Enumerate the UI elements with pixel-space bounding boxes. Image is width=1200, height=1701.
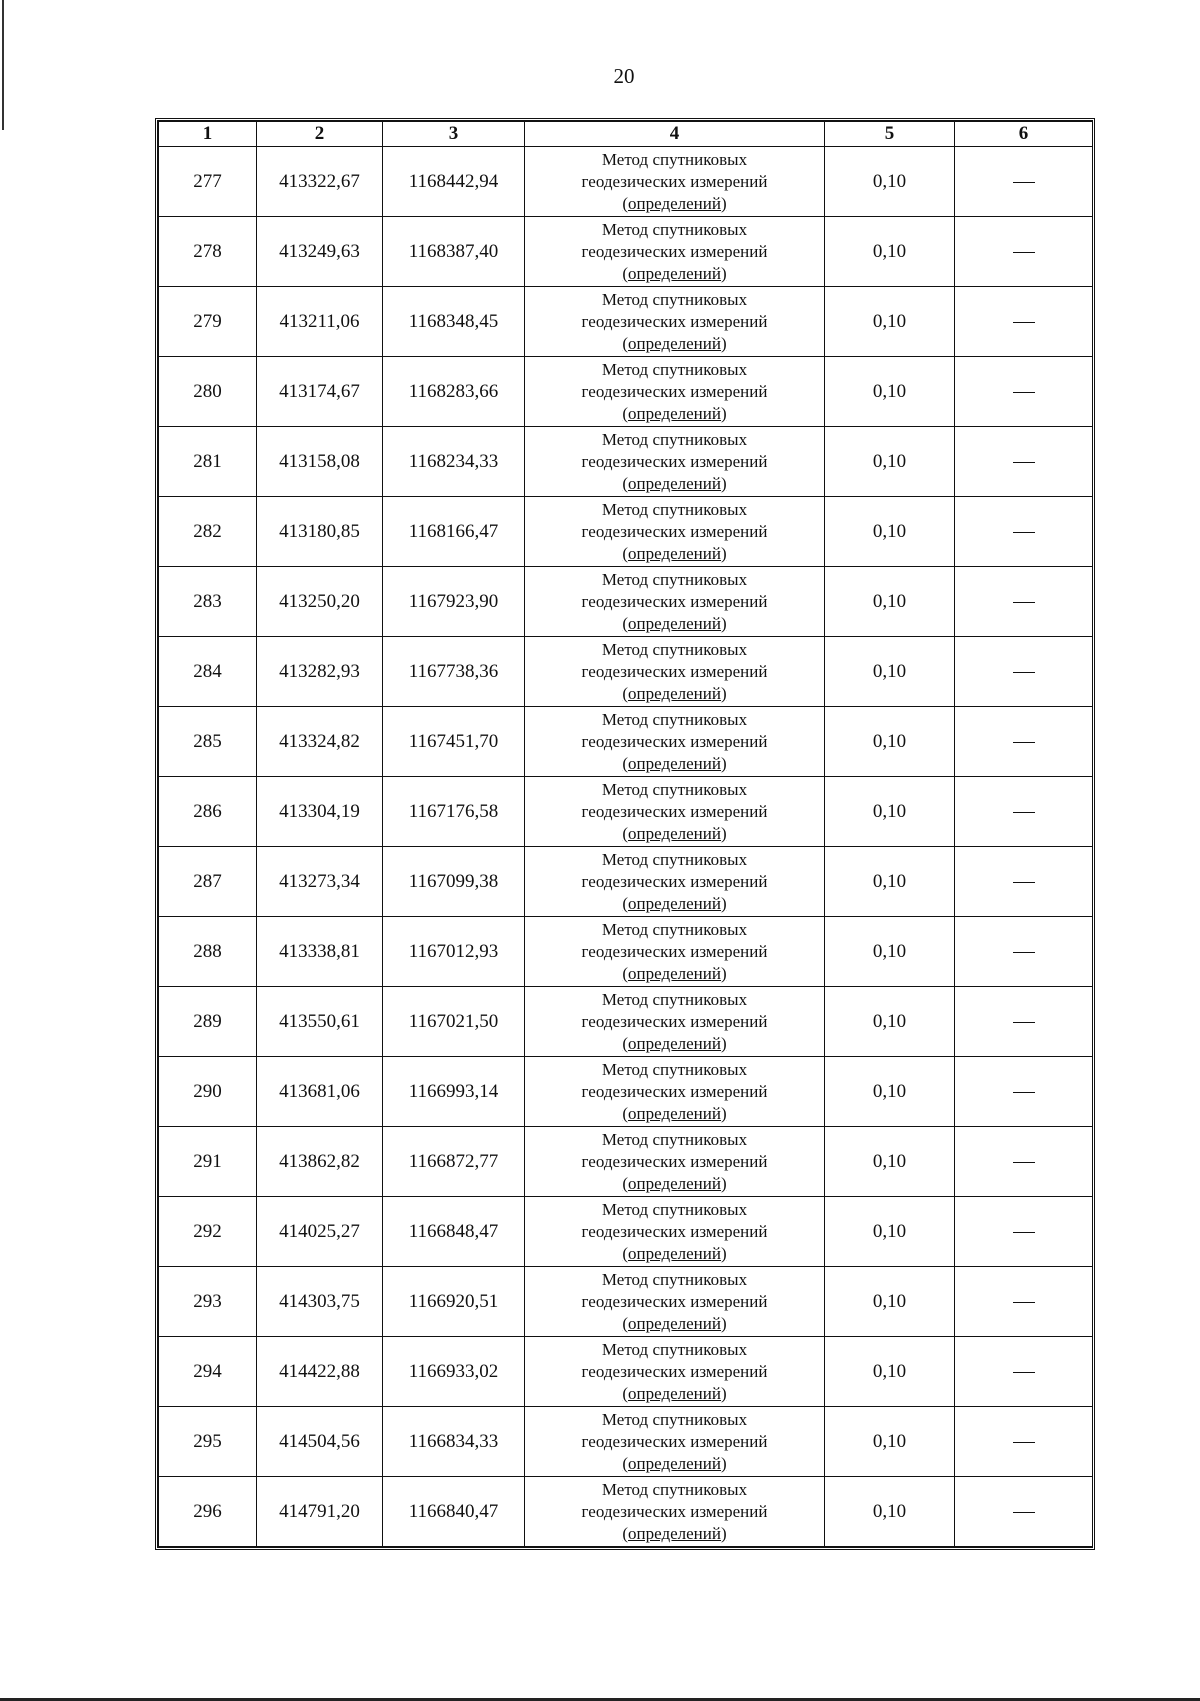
note-cell bbox=[955, 147, 1093, 217]
table-row bbox=[159, 1477, 1093, 1547]
method-cell bbox=[525, 567, 825, 637]
table-row bbox=[159, 1127, 1093, 1197]
x-coordinate-cell: 414025,27 bbox=[257, 1197, 383, 1267]
accuracy-cell: 0,10 bbox=[825, 357, 955, 427]
method-line: геодезических измерений bbox=[581, 521, 768, 541]
table-row bbox=[159, 497, 1093, 567]
accuracy-cell: 0,10 bbox=[825, 497, 955, 567]
note-dash bbox=[1013, 252, 1035, 253]
method-line: геодезических измерений bbox=[581, 731, 768, 751]
x-coordinate-cell: 413550,61 bbox=[257, 987, 383, 1057]
method-cell bbox=[525, 147, 825, 217]
accuracy-cell: 0,10 bbox=[825, 287, 955, 357]
method-line: (определений) bbox=[622, 613, 727, 633]
accuracy-cell: 0,10 bbox=[825, 1197, 955, 1267]
y-coordinate-cell: 1168166,47 bbox=[383, 497, 525, 567]
x-coordinate-cell: 413174,67 bbox=[257, 357, 383, 427]
method-line: (определений) bbox=[622, 1173, 727, 1193]
method-line: (определений) bbox=[622, 1313, 727, 1333]
note-dash bbox=[1013, 392, 1035, 393]
note-dash bbox=[1013, 672, 1035, 673]
table-row bbox=[159, 707, 1093, 777]
coordinates-table-frame bbox=[155, 118, 1095, 1550]
note-dash bbox=[1013, 1512, 1035, 1513]
method-line: геодезических измерений bbox=[581, 1291, 768, 1311]
method-cell bbox=[525, 1477, 825, 1547]
method-cell bbox=[525, 1057, 825, 1127]
method-line: Метод спутниковых bbox=[601, 989, 748, 1009]
point-number-cell: 286 bbox=[159, 777, 257, 847]
note-cell bbox=[955, 357, 1093, 427]
method-line: (определений) bbox=[622, 1453, 727, 1473]
y-coordinate-cell: 1167738,36 bbox=[383, 637, 525, 707]
method-line: геодезических измерений bbox=[581, 1501, 768, 1521]
method-line: (определений) bbox=[622, 823, 727, 843]
method-line: геодезических измерений bbox=[581, 1221, 768, 1241]
x-coordinate-cell: 413324,82 bbox=[257, 707, 383, 777]
method-line: (определений) bbox=[622, 963, 727, 983]
note-cell bbox=[955, 707, 1093, 777]
y-coordinate-cell: 1167923,90 bbox=[383, 567, 525, 637]
method-line: (определений) bbox=[622, 193, 727, 213]
header-col-2: 2 bbox=[257, 122, 383, 147]
x-coordinate-cell: 413681,06 bbox=[257, 1057, 383, 1127]
note-dash bbox=[1013, 1022, 1035, 1023]
header-col-4: 4 bbox=[525, 122, 825, 147]
note-cell bbox=[955, 287, 1093, 357]
note-dash bbox=[1013, 1092, 1035, 1093]
method-line: геодезических измерений bbox=[581, 591, 768, 611]
method-line: Метод спутниковых bbox=[601, 1269, 748, 1289]
note-cell bbox=[955, 1477, 1093, 1547]
method-line: геодезических измерений bbox=[581, 801, 768, 821]
header-col-3: 3 bbox=[383, 122, 525, 147]
method-line: геодезических измерений bbox=[581, 451, 768, 471]
accuracy-cell: 0,10 bbox=[825, 1057, 955, 1127]
x-coordinate-cell: 414303,75 bbox=[257, 1267, 383, 1337]
header-col-1: 1 bbox=[159, 122, 257, 147]
method-cell bbox=[525, 637, 825, 707]
method-line: (определений) bbox=[622, 1243, 727, 1263]
point-number-cell: 292 bbox=[159, 1197, 257, 1267]
method-line: (определений) bbox=[622, 1523, 727, 1543]
y-coordinate-cell: 1168234,33 bbox=[383, 427, 525, 497]
note-dash bbox=[1013, 882, 1035, 883]
table-row bbox=[159, 987, 1093, 1057]
accuracy-cell: 0,10 bbox=[825, 427, 955, 497]
method-cell bbox=[525, 287, 825, 357]
header-col-5: 5 bbox=[825, 122, 955, 147]
point-number-cell: 289 bbox=[159, 987, 257, 1057]
method-line: (определений) bbox=[622, 893, 727, 913]
method-cell bbox=[525, 1267, 825, 1337]
note-dash bbox=[1013, 1302, 1035, 1303]
note-dash bbox=[1013, 1372, 1035, 1373]
table-row bbox=[159, 147, 1093, 217]
table-row bbox=[159, 567, 1093, 637]
method-line: геодезических измерений bbox=[581, 1011, 768, 1031]
method-cell bbox=[525, 497, 825, 567]
method-cell bbox=[525, 427, 825, 497]
note-cell bbox=[955, 1407, 1093, 1477]
y-coordinate-cell: 1168283,66 bbox=[383, 357, 525, 427]
y-coordinate-cell: 1166848,47 bbox=[383, 1197, 525, 1267]
point-number-cell: 285 bbox=[159, 707, 257, 777]
note-cell bbox=[955, 637, 1093, 707]
point-number-cell: 287 bbox=[159, 847, 257, 917]
method-line: Метод спутниковых bbox=[601, 1479, 748, 1499]
method-cell bbox=[525, 357, 825, 427]
method-line: (определений) bbox=[622, 403, 727, 423]
point-number-cell: 283 bbox=[159, 567, 257, 637]
method-line: (определений) bbox=[622, 1103, 727, 1123]
table-row bbox=[159, 217, 1093, 287]
method-cell bbox=[525, 777, 825, 847]
y-coordinate-cell: 1166872,77 bbox=[383, 1127, 525, 1197]
x-coordinate-cell: 413304,19 bbox=[257, 777, 383, 847]
accuracy-cell: 0,10 bbox=[825, 1477, 955, 1547]
method-line: Метод спутниковых bbox=[601, 499, 748, 519]
page-number: 20 bbox=[613, 64, 635, 88]
y-coordinate-cell: 1166920,51 bbox=[383, 1267, 525, 1337]
y-coordinate-cell: 1167012,93 bbox=[383, 917, 525, 987]
method-line: Метод спутниковых bbox=[601, 1409, 748, 1429]
accuracy-cell: 0,10 bbox=[825, 847, 955, 917]
accuracy-cell: 0,10 bbox=[825, 917, 955, 987]
x-coordinate-cell: 413862,82 bbox=[257, 1127, 383, 1197]
table-row bbox=[159, 777, 1093, 847]
accuracy-cell: 0,10 bbox=[825, 567, 955, 637]
x-coordinate-cell: 413322,67 bbox=[257, 147, 383, 217]
method-line: Метод спутниковых bbox=[601, 639, 748, 659]
method-line: Метод спутниковых bbox=[601, 359, 748, 379]
method-cell bbox=[525, 917, 825, 987]
method-line: геодезических измерений bbox=[581, 1081, 768, 1101]
table-row bbox=[159, 287, 1093, 357]
header-row bbox=[159, 122, 1093, 147]
method-cell bbox=[525, 1197, 825, 1267]
x-coordinate-cell: 414791,20 bbox=[257, 1477, 383, 1547]
method-line: геодезических измерений bbox=[581, 171, 768, 191]
method-line: (определений) bbox=[622, 1383, 727, 1403]
note-dash bbox=[1013, 602, 1035, 603]
y-coordinate-cell: 1167099,38 bbox=[383, 847, 525, 917]
method-line: Метод спутниковых bbox=[601, 779, 748, 799]
method-line: Метод спутниковых bbox=[601, 1339, 748, 1359]
point-number-cell: 293 bbox=[159, 1267, 257, 1337]
method-line: Метод спутниковых bbox=[601, 849, 748, 869]
method-line: геодезических измерений bbox=[581, 241, 768, 261]
method-line: геодезических измерений bbox=[581, 1151, 768, 1171]
table-row bbox=[159, 427, 1093, 497]
y-coordinate-cell: 1167451,70 bbox=[383, 707, 525, 777]
note-dash bbox=[1013, 952, 1035, 953]
point-number-cell: 294 bbox=[159, 1337, 257, 1407]
method-line: Метод спутниковых bbox=[601, 1059, 748, 1079]
y-coordinate-cell: 1168442,94 bbox=[383, 147, 525, 217]
accuracy-cell: 0,10 bbox=[825, 217, 955, 287]
method-line: (определений) bbox=[622, 263, 727, 283]
table-row bbox=[159, 357, 1093, 427]
x-coordinate-cell: 414504,56 bbox=[257, 1407, 383, 1477]
header-col-6: 6 bbox=[955, 122, 1093, 147]
method-line: геодезических измерений bbox=[581, 1431, 768, 1451]
point-number-cell: 277 bbox=[159, 147, 257, 217]
note-dash bbox=[1013, 532, 1035, 533]
table-row bbox=[159, 637, 1093, 707]
accuracy-cell: 0,10 bbox=[825, 147, 955, 217]
y-coordinate-cell: 1166840,47 bbox=[383, 1477, 525, 1547]
method-line: (определений) bbox=[622, 473, 727, 493]
note-dash bbox=[1013, 182, 1035, 183]
method-line: (определений) bbox=[622, 333, 727, 353]
accuracy-cell: 0,10 bbox=[825, 1407, 955, 1477]
x-coordinate-cell: 413249,63 bbox=[257, 217, 383, 287]
x-coordinate-cell: 413338,81 bbox=[257, 917, 383, 987]
note-cell bbox=[955, 1057, 1093, 1127]
y-coordinate-cell: 1166993,14 bbox=[383, 1057, 525, 1127]
method-line: геодезических измерений bbox=[581, 1361, 768, 1381]
accuracy-cell: 0,10 bbox=[825, 637, 955, 707]
table-body bbox=[159, 147, 1093, 1547]
point-number-cell: 284 bbox=[159, 637, 257, 707]
table-row bbox=[159, 917, 1093, 987]
y-coordinate-cell: 1168348,45 bbox=[383, 287, 525, 357]
method-line: Метод спутниковых bbox=[601, 919, 748, 939]
accuracy-cell: 0,10 bbox=[825, 987, 955, 1057]
point-number-cell: 281 bbox=[159, 427, 257, 497]
y-coordinate-cell: 1167176,58 bbox=[383, 777, 525, 847]
note-cell bbox=[955, 1267, 1093, 1337]
table-row bbox=[159, 1057, 1093, 1127]
note-cell bbox=[955, 497, 1093, 567]
x-coordinate-cell: 413158,08 bbox=[257, 427, 383, 497]
note-dash bbox=[1013, 1442, 1035, 1443]
method-line: Метод спутниковых bbox=[601, 1129, 748, 1149]
accuracy-cell: 0,10 bbox=[825, 1127, 955, 1197]
method-line: геодезических измерений bbox=[581, 381, 768, 401]
note-cell bbox=[955, 217, 1093, 287]
point-number-cell: 282 bbox=[159, 497, 257, 567]
note-cell bbox=[955, 917, 1093, 987]
accuracy-cell: 0,10 bbox=[825, 707, 955, 777]
note-dash bbox=[1013, 462, 1035, 463]
method-line: Метод спутниковых bbox=[601, 569, 748, 589]
accuracy-cell: 0,10 bbox=[825, 1267, 955, 1337]
y-coordinate-cell: 1166933,02 bbox=[383, 1337, 525, 1407]
method-line: (определений) bbox=[622, 543, 727, 563]
method-cell bbox=[525, 1337, 825, 1407]
note-dash bbox=[1013, 812, 1035, 813]
method-line: (определений) bbox=[622, 1033, 727, 1053]
table-header bbox=[159, 122, 1093, 147]
method-line: Метод спутниковых bbox=[601, 289, 748, 309]
method-line: Метод спутниковых bbox=[601, 429, 748, 449]
note-dash bbox=[1013, 1162, 1035, 1163]
note-dash bbox=[1013, 322, 1035, 323]
table-row bbox=[159, 1267, 1093, 1337]
method-line: Метод спутниковых bbox=[601, 1199, 748, 1219]
point-number-cell: 291 bbox=[159, 1127, 257, 1197]
accuracy-cell: 0,10 bbox=[825, 777, 955, 847]
method-cell bbox=[525, 707, 825, 777]
method-line: (определений) bbox=[622, 683, 727, 703]
table-row bbox=[159, 847, 1093, 917]
note-cell bbox=[955, 847, 1093, 917]
x-coordinate-cell: 413211,06 bbox=[257, 287, 383, 357]
y-coordinate-cell: 1166834,33 bbox=[383, 1407, 525, 1477]
method-cell bbox=[525, 217, 825, 287]
note-cell bbox=[955, 987, 1093, 1057]
note-dash bbox=[1013, 742, 1035, 743]
table-row bbox=[159, 1407, 1093, 1477]
x-coordinate-cell: 413282,93 bbox=[257, 637, 383, 707]
x-coordinate-cell: 413250,20 bbox=[257, 567, 383, 637]
method-line: (определений) bbox=[622, 753, 727, 773]
point-number-cell: 279 bbox=[159, 287, 257, 357]
method-line: геодезических измерений bbox=[581, 941, 768, 961]
table-row bbox=[159, 1197, 1093, 1267]
accuracy-cell: 0,10 bbox=[825, 1337, 955, 1407]
note-cell bbox=[955, 567, 1093, 637]
x-coordinate-cell: 414422,88 bbox=[257, 1337, 383, 1407]
point-number-cell: 295 bbox=[159, 1407, 257, 1477]
note-cell bbox=[955, 427, 1093, 497]
method-line: Метод спутниковых bbox=[601, 149, 748, 169]
method-cell bbox=[525, 847, 825, 917]
note-cell bbox=[955, 777, 1093, 847]
method-cell bbox=[525, 987, 825, 1057]
note-cell bbox=[955, 1337, 1093, 1407]
method-line: Метод спутниковых bbox=[601, 709, 748, 729]
y-coordinate-cell: 1167021,50 bbox=[383, 987, 525, 1057]
point-number-cell: 278 bbox=[159, 217, 257, 287]
method-line: геодезических измерений bbox=[581, 311, 768, 331]
note-dash bbox=[1013, 1232, 1035, 1233]
x-coordinate-cell: 413180,85 bbox=[257, 497, 383, 567]
method-line: геодезических измерений bbox=[581, 661, 768, 681]
method-cell bbox=[525, 1127, 825, 1197]
table-row bbox=[159, 1337, 1093, 1407]
method-line: геодезических измерений bbox=[581, 871, 768, 891]
y-coordinate-cell: 1168387,40 bbox=[383, 217, 525, 287]
coordinates-table bbox=[158, 121, 1093, 1547]
point-number-cell: 288 bbox=[159, 917, 257, 987]
point-number-cell: 280 bbox=[159, 357, 257, 427]
method-cell bbox=[525, 1407, 825, 1477]
point-number-cell: 290 bbox=[159, 1057, 257, 1127]
note-cell bbox=[955, 1127, 1093, 1197]
x-coordinate-cell: 413273,34 bbox=[257, 847, 383, 917]
point-number-cell: 296 bbox=[159, 1477, 257, 1547]
note-cell bbox=[955, 1197, 1093, 1267]
method-line: Метод спутниковых bbox=[601, 219, 748, 239]
